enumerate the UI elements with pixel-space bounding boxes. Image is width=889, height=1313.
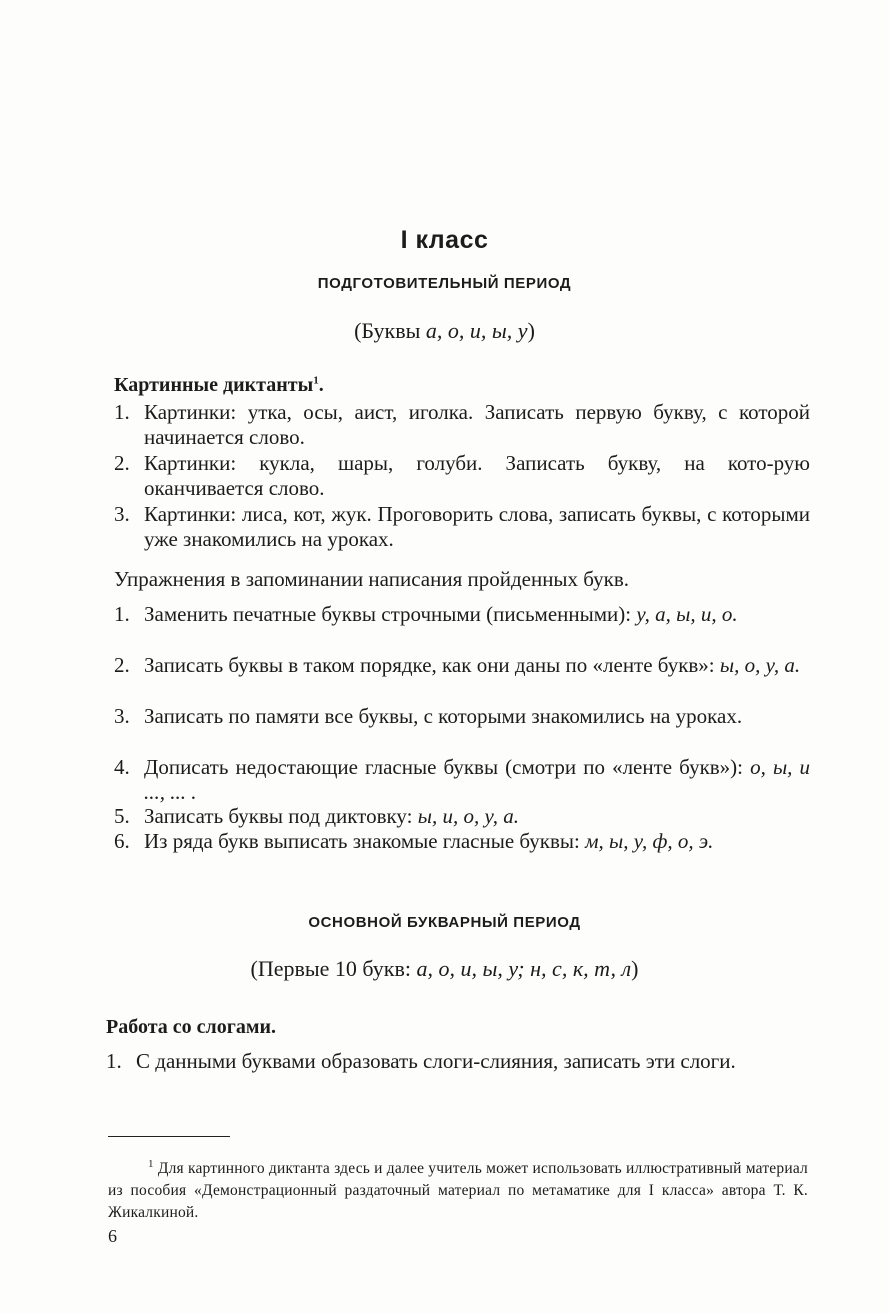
list-item-text: Картинки: лиса, кот, жук. Проговорить слова, записать буквы, с которыми уже знакомились на уроках. [144,502,810,551]
period-heading-primer: ОСНОВНОЙ БУКВАРНЫЙ ПЕРИОД [308,914,581,931]
footnote [108,1153,808,1224]
list-item-text: Заменить печатные буквы строчными (письменными): у, а, ы, и, о. [144,602,738,626]
list-item-number: 5. [114,804,130,828]
list-item-number: 2. [114,451,130,475]
list-item-text: С данными буквами образовать слоги-слияния, записать эти слоги. [136,1049,736,1073]
list-item-text: Картинки: кукла, шары, голуби. Записать букву, на кото-рую оканчивается слово. [144,451,810,500]
list-item-text: Записать буквы под диктовку: ы, и, о, у, а. [144,804,519,828]
page-number: 6 [108,1226,117,1246]
footnote-ref: 1 [313,374,319,387]
list-item-text: Записать буквы в таком порядке, как они даны по «ленте букв»: ы, о, у, а. [144,653,801,677]
list-item-text: Картинки: утка, осы, аист, иголка. Записать первую букву, с которой начинается слово. [144,400,810,449]
letters-prefix: (Первые 10 букв: [250,956,417,981]
section-title-syllables: Работа со слогами. [106,1016,276,1038]
list-item-number: 1. [114,400,130,424]
letters-subheading-primer [0,956,889,982]
section-title-end: . [318,374,324,396]
section-title-text: Картинные диктанты [114,374,314,396]
letters-suffix: ) [527,318,535,343]
list-item-number: 4. [114,755,130,779]
period-heading-preparatory: ПОДГОТОВИТЕЛЬНЫЙ ПЕРИОД [317,275,572,292]
list-item-number: 1. [114,602,130,626]
letters-list: а, о, и, ы, у; н, с, к, т, л [416,956,632,981]
footnote-divider [108,1136,230,1137]
list-item-text: Записать по памяти все буквы, с которыми знакомились на уроках. [144,704,743,728]
list-item-text: Дописать недостающие гласные буквы (смотри по «ленте букв»): о, ы, и ..., ... . [144,755,810,804]
footnote-mark: 1 [148,1158,154,1170]
page-title: I класс [400,226,489,254]
section-title-picture-dictations [114,374,324,397]
letters-prefix: (Буквы [354,318,426,343]
list-item-number: 2. [114,653,130,677]
list-item-number: 6. [114,829,130,853]
exercises-intro: Упражнения в запоминании написания пройденных букв. [114,567,630,591]
letters-list: а, о, и, ы, у [425,318,528,343]
list-item-number: 3. [114,704,130,728]
letters-suffix: ) [631,956,639,981]
list-item-number: 1. [106,1049,122,1073]
list-item-number: 3. [114,502,130,526]
letters-subheading-preparatory [0,318,889,344]
list-item-text: Из ряда букв выписать знакомые гласные буквы: м, ы, у, ф, о, э. [144,829,714,853]
footnote-text: Для картинного диктанта здесь и далее учитель может использовать иллюстративный материал из пособия «Демонстрационный раздаточный материал по метаматике для I класса» автора Т. К. Жикалкиной. [108,1160,808,1222]
